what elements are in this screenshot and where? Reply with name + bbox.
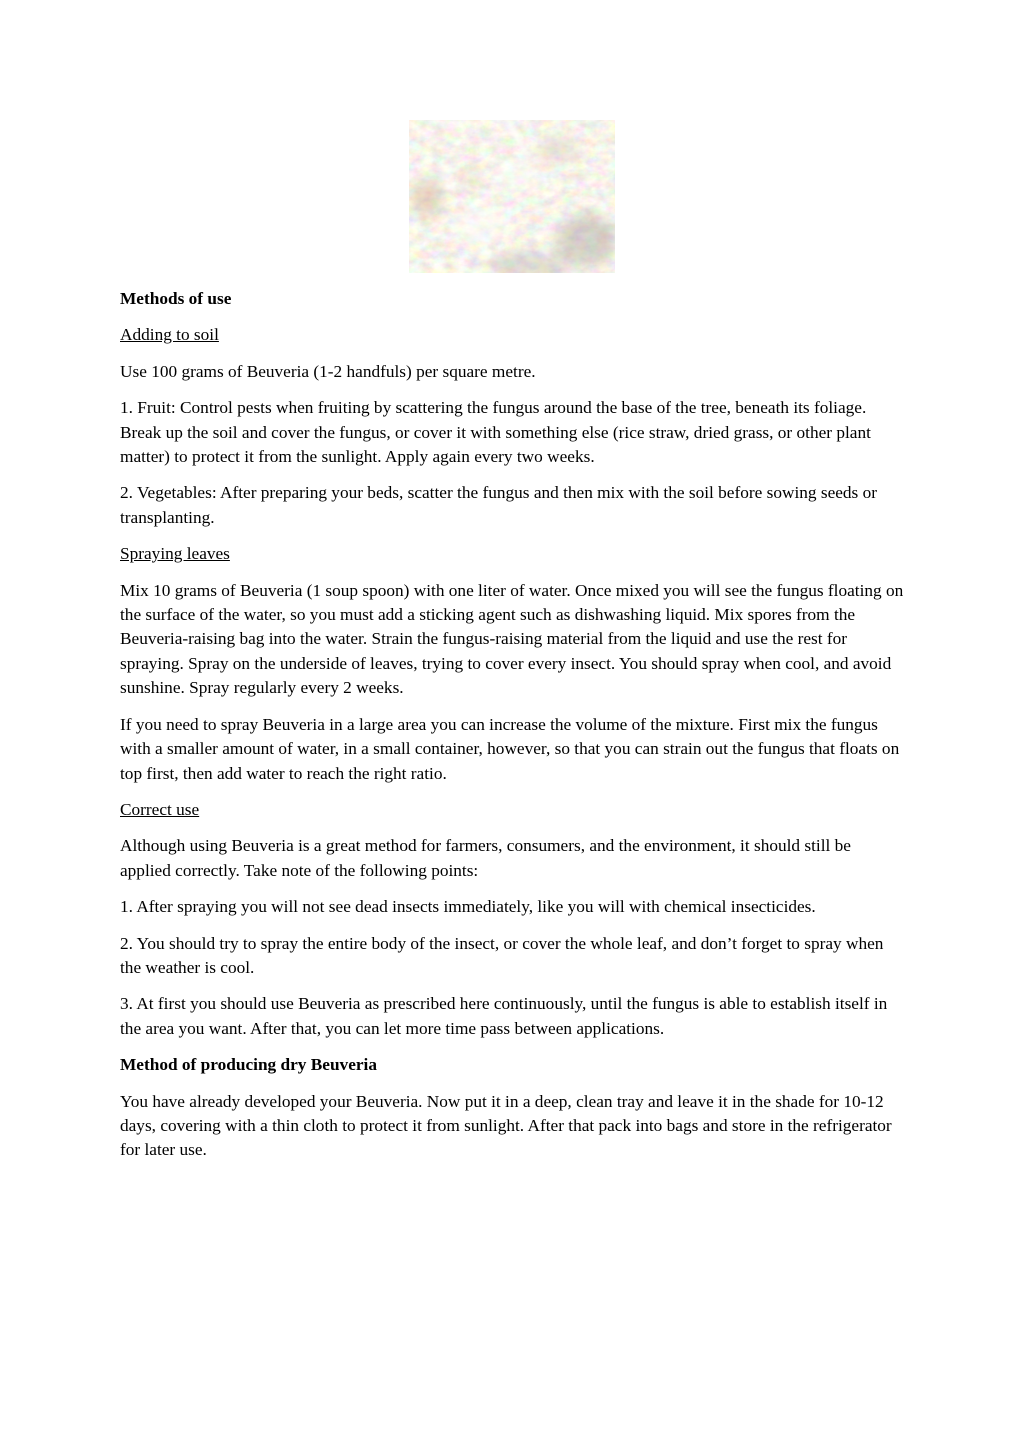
paragraph-correct-use-intro: Although using Beuveria is a great method for farmers, consumers, and the environment, it should still be applied correctly. Take note of the following points: — [120, 836, 851, 880]
paragraph-large-area: If you need to spray Beuveria in a large area you can increase the volume of the mixture. First mix the fungus with a smaller amount of water, in a small container, however, so that you can strain out the fungus that floats on top first, then add water to reach the right ratio. — [120, 714, 900, 783]
fungus-on-rice-photo — [409, 120, 615, 273]
subheading-spraying-leaves: Spraying leaves — [120, 544, 230, 564]
paragraph-point-2: 2. You should try to spray the entire body of the insect, or cover the whole leaf, and don’t forget to spray when the weather is cool. — [120, 933, 884, 977]
heading-methods-of-use: Methods of use — [120, 289, 232, 308]
paragraph-mixing-instructions: Mix 10 grams of Beuveria (1 soup spoon) with one liter of water. Once mixed you will see the fungus floating on the surface of the water, so you must add a sticking agent such as dishwashing liquid. Mix spores from the Beuveria-raising bag into the water. Strain the fungus-raising material from the liquid and use the rest for spraying. Spray on the underside of leaves, trying to cover every insect. You should spray when cool, and avoid sunshine. Spray regularly every 2 weeks. — [120, 580, 904, 698]
paragraph-vegetables: 2. Vegetables: After preparing your beds, scatter the fungus and then mix with the soil before sowing seeds or transplanting. — [120, 483, 877, 527]
paragraph-fruit: 1. Fruit: Control pests when fruiting by scattering the fungus around the base of the tree, beneath its foliage. Break up the soil and cover the fungus, or cover it with something else (rice straw, dried grass, or other plant matter) to protect it from the sunlight. Apply again every two weeks. — [120, 398, 871, 467]
rice-texture-image — [409, 120, 615, 273]
paragraph-point-1: 1. After spraying you will not see dead insects immediately, like you will with chemical insecticides. — [120, 897, 816, 917]
subheading-correct-use: Correct use — [120, 799, 200, 819]
document-page — [120, 120, 904, 1163]
paragraph-point-3: 3. At first you should use Beuveria as prescribed here continuously, until the fungus is able to establish itself in the area you want. After that, you can let more time pass between applications. — [120, 994, 888, 1038]
paragraph-dry-beuveria: You have already developed your Beuveria. Now put it in a deep, clean tray and leave it in the shade for 10-12 days, covering with a thin cloth to protect it from sunlight. After that pack into bags and store in the refrigerator for later use. — [120, 1091, 892, 1160]
heading-dry-beuveria: Method of producing dry Beuveria — [120, 1055, 377, 1075]
paragraph-dosage: Use 100 grams of Beuveria (1-2 handfuls) per square metre. — [120, 361, 536, 381]
subheading-adding-to-soil: Adding to soil — [120, 325, 219, 345]
